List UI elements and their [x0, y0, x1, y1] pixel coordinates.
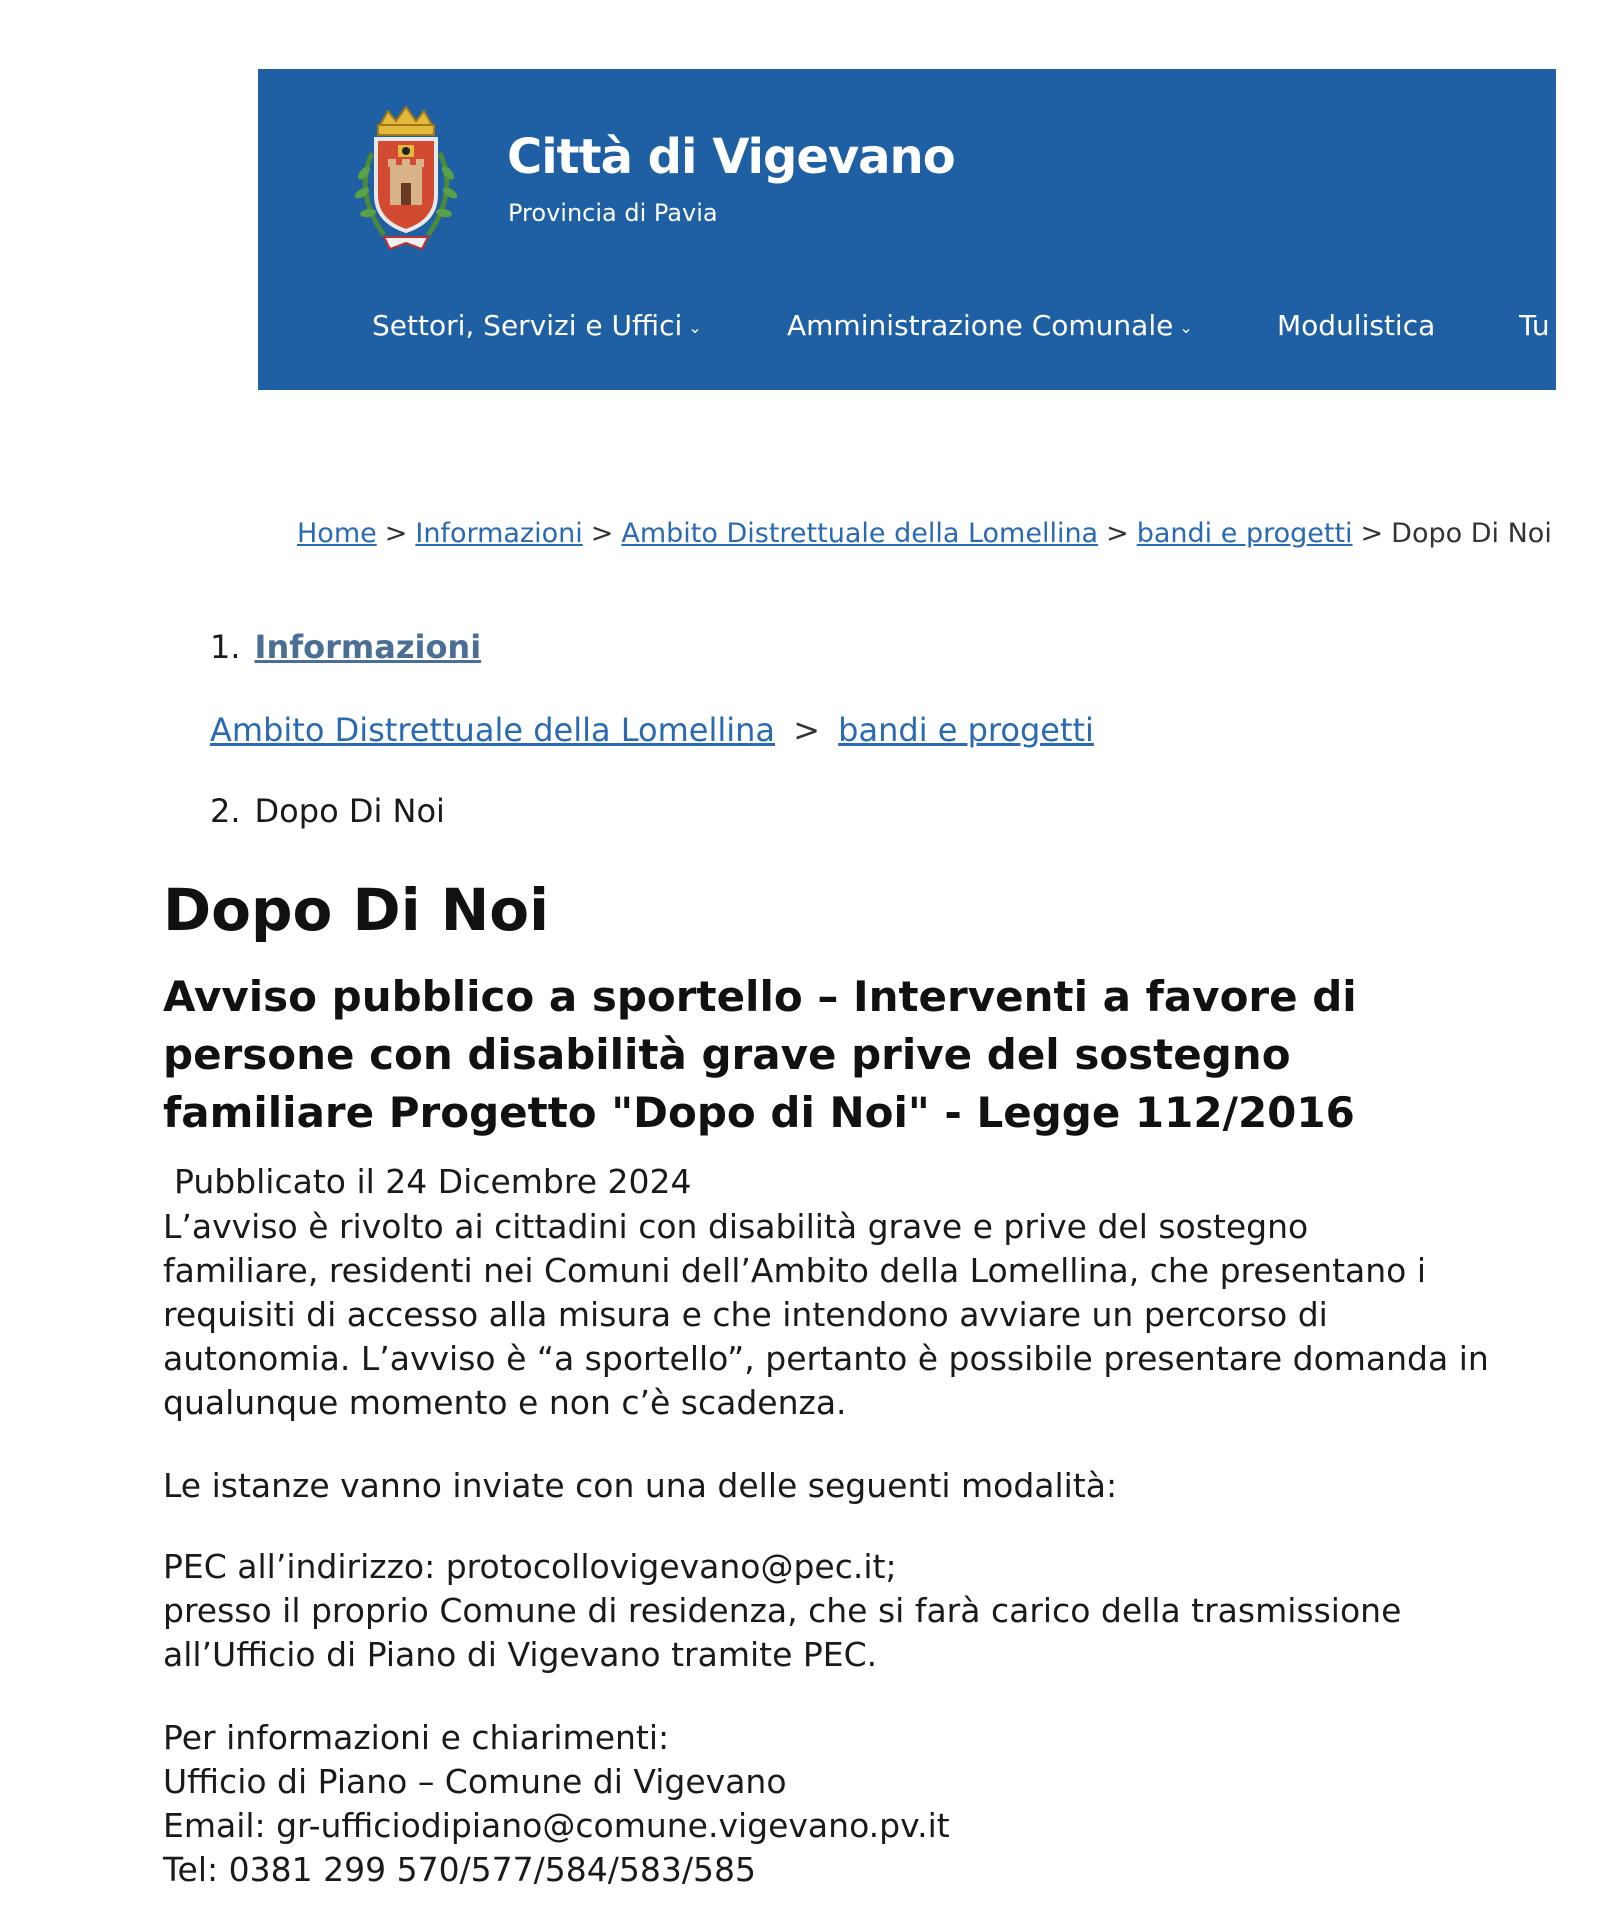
ambito-link[interactable]: Ambito Distrettuale della Lomellina [210, 711, 776, 749]
site-header [258, 69, 1556, 390]
paragraph-line: qualunque momento e non c’è scadenza. [163, 1383, 847, 1422]
nav-item-label: Tu [1519, 309, 1550, 342]
paragraph-line: presso il proprio Comune di residenza, che si farà carico della trasmissione [163, 1591, 1402, 1630]
intro-paragraph [163, 1205, 1489, 1425]
nav-item-label: Settori, Servizi e Uffici [372, 309, 683, 342]
breadcrumb-ambito-link[interactable]: Ambito Distrettuale della Lomellina [621, 518, 1099, 549]
site-subtitle: Provincia di Pavia [508, 199, 718, 227]
modalities-paragraph [163, 1545, 1463, 1677]
breadcrumb [297, 518, 1552, 549]
breadcrumb-bandi-link[interactable]: bandi e progetti [1136, 518, 1353, 549]
chevron-down-icon: ⌄ [688, 318, 702, 337]
nav-item-modulistica[interactable] [1277, 309, 1435, 342]
contact-heading: Per informazioni e chiarimenti: [163, 1718, 670, 1757]
paragraph-line: requisiti di accesso alla misura e che intendono avviare un percorso di [163, 1295, 1328, 1334]
breadcrumb-separator: > [384, 518, 408, 549]
breadcrumb-current: Dopo Di Noi [1391, 518, 1552, 549]
pec-line: PEC all’indirizzo: protocollovigevano@pec.it; [163, 1547, 897, 1586]
contact-email: Email: gr-ufficiodipiano@comune.vigevano.pv.it [163, 1806, 950, 1845]
breadcrumb-separator: > [1360, 518, 1384, 549]
modalities-intro [163, 1464, 1463, 1508]
contact-office: Ufficio di Piano – Comune di Vigevano [163, 1762, 787, 1801]
paragraph-line: all’Ufficio di Piano di Vigevano tramite PEC. [163, 1635, 878, 1674]
sub-breadcrumb-separator: > [793, 711, 820, 749]
paragraph-line: Le istanze vanno inviate con una delle seguenti modalità: [163, 1466, 1118, 1505]
paragraph-line: familiare, residenti nei Comuni dell’Ambito della Lomellina, che presentano i [163, 1251, 1427, 1290]
contact-phone: Tel: 0381 299 570/577/584/583/585 [163, 1850, 756, 1889]
breadcrumb-separator: > [590, 518, 614, 549]
sub-breadcrumb [210, 711, 1094, 749]
nav-item-label: Modulistica [1277, 309, 1436, 342]
contact-paragraph [163, 1716, 1463, 1892]
nav-item-label: Amministrazione Comunale [787, 309, 1174, 342]
list-item-label: Dopo Di Noi [254, 792, 445, 830]
list-item [210, 792, 445, 830]
list-number: 2. [210, 792, 241, 830]
nav-item-amministrazione[interactable] [787, 309, 1193, 342]
paragraph-line: L’avviso è rivolto ai cittadini con disabilità grave e prive del sostegno [163, 1207, 1309, 1246]
informazioni-link[interactable]: Informazioni [254, 628, 482, 666]
list-number: 1. [210, 628, 241, 666]
main-nav [258, 309, 1556, 359]
site-title[interactable]: Città di Vigevano [507, 129, 955, 185]
coat-of-arms-icon[interactable] [344, 103, 468, 255]
nav-item-turismo[interactable] [1519, 309, 1550, 342]
list-item [210, 628, 481, 666]
published-date: Pubblicato il 24 Dicembre 2024 [174, 1162, 692, 1201]
article-subtitle: Avviso pubblico a sportello – Interventi a favore di persone con disabilità grave prive del sostegno familiare Progetto "Dopo di Noi" - Legge 112/2016 [163, 972, 1357, 1137]
breadcrumb-informazioni-link[interactable]: Informazioni [415, 518, 583, 549]
breadcrumb-home-link[interactable]: Home [297, 518, 377, 549]
nav-item-settori[interactable] [372, 309, 702, 342]
page-title: Dopo Di Noi [163, 876, 550, 944]
bandi-link[interactable]: bandi e progetti [838, 711, 1094, 749]
breadcrumb-separator: > [1106, 518, 1129, 549]
chevron-down-icon: ⌄ [1179, 318, 1193, 337]
paragraph-line: autonomia. L’avviso è “a sportello”, pertanto è possibile presentare domanda in [163, 1339, 1489, 1378]
